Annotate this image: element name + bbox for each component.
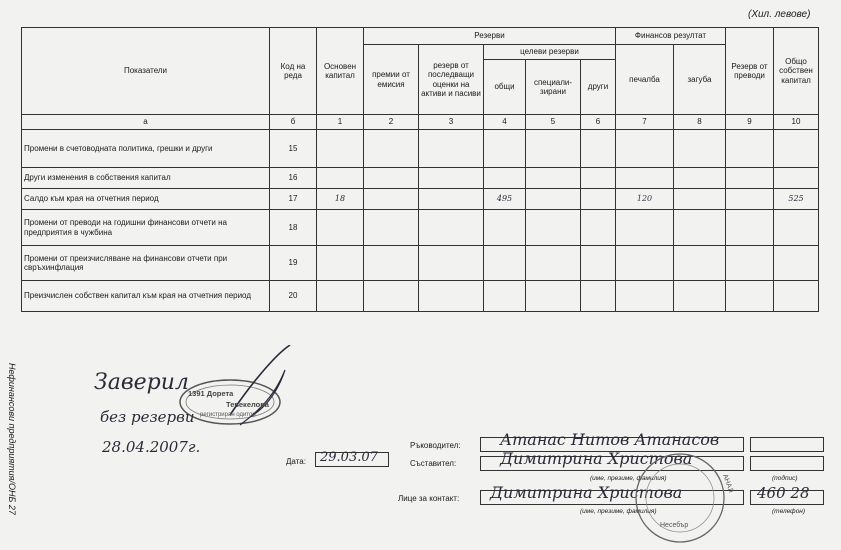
contact-label: Лице за контакт: [398, 494, 460, 503]
row-code: 17 [270, 189, 317, 210]
date-value: 29.03.07 [320, 450, 378, 465]
column-code: 4 [484, 115, 526, 130]
cell-main-capital: 18 [317, 189, 364, 210]
row-code: 15 [270, 130, 317, 168]
header-loss: загуба [674, 45, 726, 115]
header-financial-result: Финансов резултат [616, 28, 726, 45]
equity-table [21, 27, 819, 312]
round-stamp-text-1: АНАЛ [721, 473, 735, 494]
row-label: Салдо към края на отчетния период [22, 189, 270, 210]
signature-hint: (подпис) [772, 475, 798, 482]
column-code: 9 [726, 115, 774, 130]
auditor-note-line3: 28.04.2007г. [102, 438, 201, 456]
column-code: 1 [317, 115, 364, 130]
column-code: 5 [526, 115, 581, 130]
name-hint-1: (име, презиме, фамилия) [590, 475, 667, 482]
header-reserves: Резерви [364, 28, 616, 45]
table-row [22, 210, 819, 246]
preparer-value: Димитрина Христова [500, 449, 693, 468]
column-code: 8 [674, 115, 726, 130]
column-code: б [270, 115, 317, 130]
header-main-capital: Основен капитал [317, 28, 364, 115]
row-label: Промени в счетоводната политика, грешки и други [22, 130, 270, 168]
table-row [22, 130, 819, 168]
header-general: общи [484, 60, 526, 115]
manager-value: Атанас Нитов Атанасов [500, 430, 720, 449]
row-label: Други изменения в собствения капитал [22, 168, 270, 189]
header-revaluation-reserve: резерв от последващи оценки на активи и пасиви [419, 45, 484, 115]
stamp-text-2: Тевекелова [226, 400, 269, 409]
phone-value: 460 28 [757, 484, 810, 502]
preparer-label: Съставител: [410, 459, 457, 468]
unit-note: (Хил. левове) [748, 9, 811, 20]
auditor-note-line2: без резерви [100, 408, 195, 426]
column-code: а [22, 115, 270, 130]
header-specialized: специали-зирани [526, 60, 581, 115]
cell-total-equity: 525 [774, 189, 819, 210]
stamp-text-1: 1391 Дорета [188, 389, 234, 398]
manager-signature-field [750, 437, 824, 452]
column-code: 7 [616, 115, 674, 130]
preparer-signature-field [750, 456, 824, 471]
row-label: Преизчислен собствен капитал към края на отчетния период [22, 281, 270, 312]
header-share-premium: премии от емисия [364, 45, 419, 115]
header-translation-reserve: Резерв от преводи [726, 28, 774, 115]
header-other: други [581, 60, 616, 115]
column-code: 6 [581, 115, 616, 130]
header-row-code: Код на реда [270, 28, 317, 115]
cell-profit: 120 [616, 189, 674, 210]
row-code: 18 [270, 210, 317, 246]
contact-value: Димитрина Христова [490, 483, 683, 502]
table-row [22, 189, 819, 210]
header-profit: печалба [616, 45, 674, 115]
date-label: Дата: [286, 457, 306, 466]
name-hint-2: (име, презиме, фамилия) [580, 508, 657, 515]
header-total-equity: Общо собствен капитал [774, 28, 819, 115]
header-target-reserves: целеви резерви [484, 45, 616, 60]
company-round-stamp [625, 448, 735, 548]
table-row [22, 168, 819, 189]
column-code: 3 [419, 115, 484, 130]
column-code: 10 [774, 115, 819, 130]
round-stamp-text-2: Несебър [660, 522, 689, 529]
cell-general-reserves: 495 [484, 189, 526, 210]
row-label: Промени от преизчисляване на финансови отчети при свръхинфлация [22, 246, 270, 281]
stamp-text-3: регистриран одитор [200, 412, 256, 418]
row-code: 19 [270, 246, 317, 281]
row-code: 16 [270, 168, 317, 189]
auditor-note-line1: Заверил [94, 370, 189, 395]
column-code: 2 [364, 115, 419, 130]
side-text: Нефинансови предприятия/ОНБ 27 [7, 363, 17, 515]
phone-hint: (телефон) [772, 508, 806, 515]
header-indicators: Показатели [22, 28, 270, 115]
table-row [22, 281, 819, 312]
manager-label: Ръководител: [410, 441, 461, 450]
table-row [22, 246, 819, 281]
row-label: Промени от преводи на годишни финансови отчети на предприятия в чужбина [22, 210, 270, 246]
row-code: 20 [270, 281, 317, 312]
side-note [2, 360, 16, 550]
